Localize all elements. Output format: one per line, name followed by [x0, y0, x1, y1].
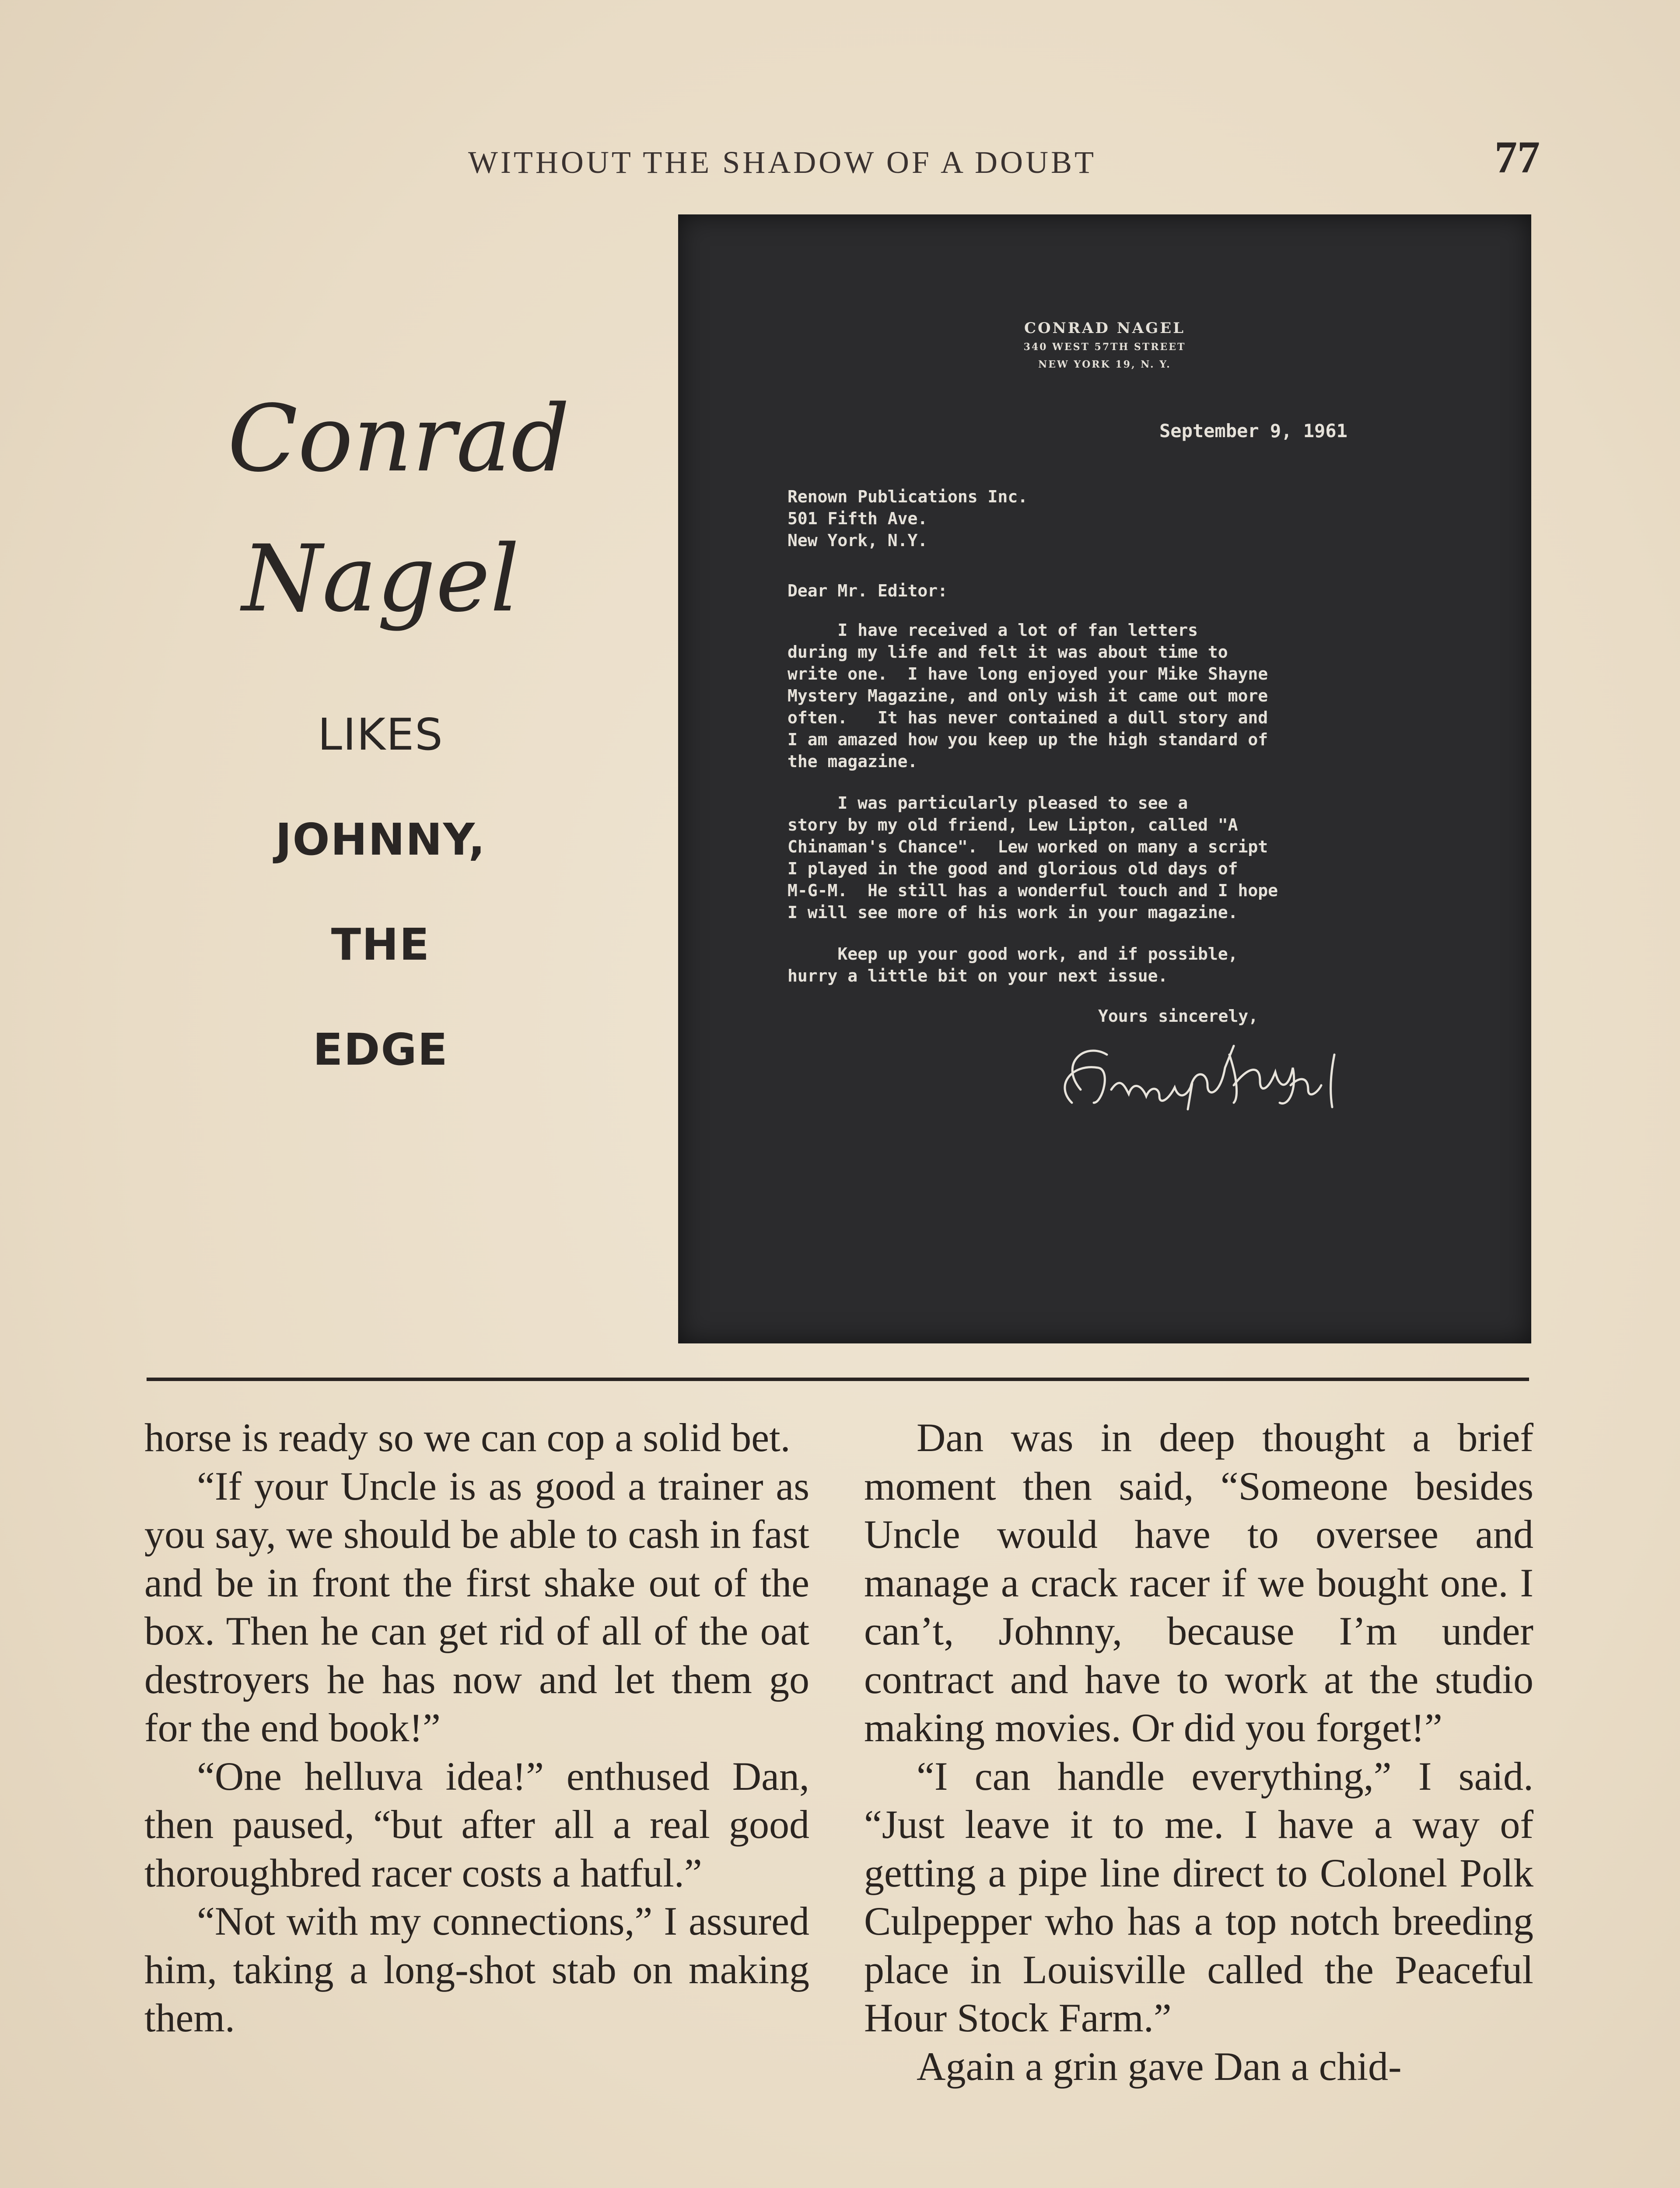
sidebar-name-first: Conrad [228, 385, 570, 492]
body-paragraph: “If your Uncle is as good a trainer as you say, we should be able to cash in fast and be in front the first shake out of the box. Then he can get rid of all of the oat destroyers he has now and let them go for the end book!” [144, 1463, 809, 1750]
page-number: 77 [1494, 132, 1540, 182]
body-paragraph: Again a grin gave Dan a chid- [917, 2044, 1402, 2089]
body-column-right [864, 1413, 1533, 2090]
running-head: WITHOUT THE SHADOW OF A DOUBT [468, 145, 1097, 180]
letter-paragraph: I was particularly pleased to see a story by my old friend, Lew Lipton, called "A Chinaman's Chance". Lew worked on many a script I played in the good and glorious old days of M-G-M. He still has a wonderful touch and I hope I will see more of his work in your magazine. [788, 793, 1278, 922]
letterhead-name: CONRAD NAGEL [1024, 319, 1186, 337]
signature-image [1046, 1037, 1439, 1125]
body-paragraph: “Not with my connections,” I assured him, taking a long-shot stab on making them. [144, 1899, 809, 2040]
sidebar-word-edge: EDGE [313, 1024, 448, 1075]
letter-paragraph: Keep up your good work, and if possible, hurry a little bit on your next issue. [788, 944, 1238, 985]
letter-salutation: Dear Mr. Editor: [788, 581, 948, 600]
letter-photo [678, 214, 1531, 1343]
sidebar-word-likes: LIKES [318, 709, 444, 760]
letter-closing: Yours sincerely, [1098, 1006, 1259, 1026]
body-paragraph: Dan was in deep thought a brief moment then said, “Someone besides Uncle would have to oversee and manage a crack racer if we bought one. I can’t, Johnny, because I’m under contract and have to work at the studio making movies. Or did you forget!” [864, 1415, 1533, 1750]
letterhead-address-line: 340 WEST 57TH STREET [1023, 341, 1186, 353]
sidebar-word-the: THE [331, 919, 430, 970]
letterhead-address-line: NEW YORK 19, N. Y. [1038, 359, 1171, 370]
body-paragraph: “I can handle everything,” I said. “Just leave it to me. I have a way of getting a pipe line direct to Colonel Polk Culpepper who has a top notch breeding place in Louisville called the Peaceful Hour Stock Farm.” [864, 1753, 1533, 2040]
letter-paragraph: I have received a lot of fan letters during my life and felt it was about time to write one. I have long enjoyed your Mike Shayne Mystery Magazine, and only wish it came out more often. It has never contained a dull story and I am amazed how you keep up the high standard of the magazine. [788, 621, 1268, 771]
sidebar-word-johnny: JOHNNY, [275, 814, 486, 865]
letter-date: September 9, 1961 [1159, 420, 1348, 442]
body-paragraph: horse is ready so we can cop a solid bet. [144, 1415, 791, 1460]
body-column-left [144, 1413, 809, 2042]
section-divider [147, 1378, 1529, 1381]
body-paragraph: “One helluva idea!” enthused Dan, then paused, “but after all a real good thoroughbred racer costs a hatful.” [144, 1753, 809, 1895]
sidebar-name-last: Nagel [242, 525, 520, 632]
letter-recipient: Renown Publications Inc. 501 Fifth Ave. New York, N.Y. [788, 487, 1028, 550]
